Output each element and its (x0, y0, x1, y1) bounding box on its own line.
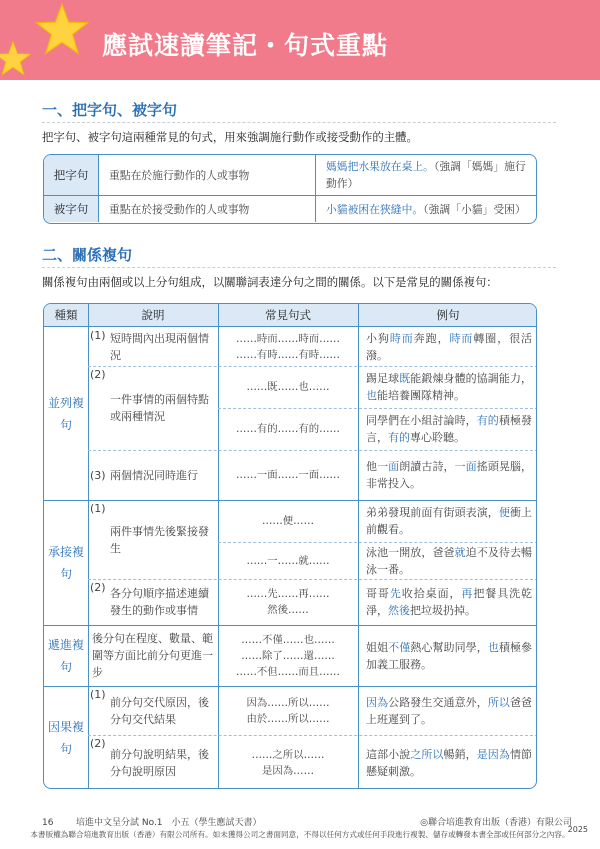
sentence-pattern-table (43, 154, 537, 224)
table-row (44, 196, 536, 222)
section1-heading: 一、把字句、被字句 (42, 101, 178, 119)
section2-divider (42, 267, 556, 268)
example-text: 轉圈，很活潑。 (366, 331, 533, 362)
example-text: 積極發言， (366, 414, 533, 444)
row-label: 把字句 (44, 155, 99, 195)
connective-highlight: 因為 (366, 695, 389, 709)
connective-highlight: 便 (498, 506, 510, 519)
connective-highlight: 之所以 (410, 747, 444, 761)
example-text: 弟弟發現前面有街頭表演， (366, 506, 499, 519)
connective-highlight: 所以 (487, 695, 510, 709)
example-text: 哥哥 (366, 587, 390, 600)
row-pattern: 因為……所以…… 由於……所以…… (246, 696, 330, 725)
section2-intro: 關係複句由兩個或以上分句組成，以關聯詞表達分句之間的關係。以下是常見的關係複句： (42, 275, 498, 289)
row-desc: (1) 前分句交代原因，後分句交代結果 (90, 688, 209, 726)
row-pattern: ……便…… (262, 515, 314, 527)
row-example (358, 450, 537, 500)
page-title: 應試速讀筆記・句式重點 (102, 31, 389, 60)
connective-highlight: 有的 (388, 431, 410, 444)
connective-highlight: 也 (487, 640, 499, 654)
row-desc: (1) 兩件事情先後緊接發生 (90, 502, 209, 555)
connective-highlight: 時而 (389, 331, 414, 345)
example-text: 泳池 (366, 545, 389, 559)
example-text: 專心聆聽。 (410, 431, 465, 444)
row-label: 被字句 (44, 196, 99, 222)
connective-highlight: 一 (388, 545, 400, 559)
row-desc: (2) 一件事情的兩個特點或兩種情況 (90, 368, 209, 423)
example-text: 搖頭晃腦，非常投入。 (366, 460, 533, 490)
row-example (358, 408, 537, 450)
row-pattern: ……一……就…… (246, 554, 330, 567)
category-parallel: 並列複句 (47, 395, 84, 432)
example-highlight: 小貓被困在狹縫中。 (326, 202, 424, 216)
row-pattern: ……不僅……也…… ……除了……還…… ……不但……而且…… (236, 633, 340, 678)
category-causal: 因果複句 (47, 720, 84, 756)
row-desc: (3) 兩個情況同時進行 (90, 468, 198, 482)
example-text: 公路發生交通意外， (388, 695, 488, 709)
category-sequential: 承接複句 (47, 544, 84, 581)
example-text: 把垃圾扔掉。 (410, 604, 476, 617)
connective-highlight: 是因為 (476, 747, 510, 761)
row-example (358, 366, 537, 408)
connective-highlight: 也 (366, 389, 377, 402)
example-text: 把餐具洗乾淨， (366, 587, 533, 617)
header-example: 例句 (436, 308, 460, 322)
header-pattern: 常見句式 (265, 308, 311, 322)
example-text: 積極參加義工服務。 (366, 640, 533, 671)
header-desc: 說明 (141, 308, 165, 322)
row-desc: 重點在於接受動作的人或事物 (99, 196, 316, 222)
row-desc: 後分句在程度、數量、範圍等方面比前分句更進一步 (92, 632, 213, 679)
row-desc: (2) 各分句順序描述連續發生的動作或事情 (90, 581, 209, 617)
row-example (316, 196, 536, 222)
header-type: 種類 (54, 308, 78, 322)
example-note: （強調「媽媽」施行動作） (326, 160, 526, 190)
example-text: 衝上前觀看。 (366, 506, 533, 536)
connective-highlight: 不僅 (388, 640, 411, 654)
section2-heading: 二、關係複句 (42, 246, 133, 264)
example-text: 開放，爸爸 (399, 545, 455, 559)
example-text: 奔跑， (413, 331, 450, 345)
example-text: 小狗 (366, 331, 390, 345)
section1-divider (42, 122, 556, 123)
example-text: 姐姐 (366, 640, 389, 654)
footer-publisher: ◎聯合培進教育出版（香港）有限公司 (420, 818, 572, 828)
connective-highlight: 然後 (388, 604, 410, 617)
example-text: 迫不及待去暢泳一番。 (366, 545, 533, 576)
section1-intro: 把字句、被字句這兩種常見的句式，用來強調施行動作或接受動作的主體。 (42, 130, 418, 144)
row-pattern: ……之所以…… 是因為…… (251, 748, 325, 777)
footer-book-info (42, 815, 262, 828)
example-text: 收拾桌面， (401, 587, 462, 600)
row-example (358, 542, 537, 579)
example-highlight: 媽媽把水果放在桌上。 (326, 160, 434, 173)
example-text: 熱心幫助同學， (410, 640, 488, 654)
category-progressive: 遞進複句 (47, 637, 84, 674)
connective-highlight: 時而 (449, 331, 474, 345)
book-title: 培進中文呈分試 No.1 小五（學生應試天書） (76, 818, 262, 828)
row-desc: (1) 短時間內出現兩個情況 (90, 329, 209, 362)
row-pattern: ……先……再…… 然後…… (246, 588, 330, 616)
example-text: 他 (366, 460, 378, 473)
footer-year: 2025 (567, 825, 588, 834)
row-desc: (2) 前分句說明結果，後分句說明原因 (90, 737, 209, 778)
example-text: 情節懸疑刺激。 (366, 747, 533, 778)
connective-highlight: 既 (399, 372, 411, 385)
complex-sentence-table (43, 303, 537, 789)
example-note: （強調「小貓」受困） (423, 202, 526, 216)
row-pattern: ……既……也…… (246, 381, 330, 393)
row-example (358, 579, 537, 625)
row-example (358, 686, 537, 735)
page-header (0, 0, 600, 80)
connective-highlight: 就 (454, 545, 466, 559)
example-text: 這部小說 (366, 747, 411, 761)
row-example (358, 500, 537, 542)
row-desc: 重點在於施行動作的人或事物 (99, 155, 316, 195)
row-example (358, 327, 537, 366)
table-header (44, 304, 536, 327)
row-pattern: ……一面……一面…… (236, 469, 340, 481)
row-example (316, 155, 536, 195)
example-text: 能鍛煉身體的協調能力， (410, 372, 533, 385)
example-text: 能培養團隊精神。 (377, 389, 465, 402)
example-text: 暢銷， (443, 747, 477, 761)
star-icon (0, 40, 32, 78)
connective-highlight: 先 (389, 587, 402, 600)
row-example (358, 625, 537, 686)
footer-copyright: 本書版權為聯合培進教育出版（香港）有限公司所有。如未獲得公司之書面同意，不得以任何方式或任何手段進行複製、儲存或轉發本書全部或任何部分之內容。 (30, 830, 570, 839)
example-text: 爸爸上班遲到了。 (366, 695, 533, 726)
row-pattern: ……有的……有的…… (236, 423, 340, 435)
example-text: 踢足球 (366, 372, 400, 385)
connective-highlight: 一面 (454, 460, 477, 473)
row-example (358, 735, 537, 789)
connective-highlight: 一面 (377, 460, 400, 473)
example-text: 同學們在小組討論時， (366, 414, 477, 427)
example-text: 朗讀古詩， (399, 460, 455, 473)
connective-highlight: 有的 (476, 414, 499, 427)
connective-highlight: 再 (461, 587, 474, 600)
page-number: 16 (42, 818, 54, 828)
star-icon (34, 2, 90, 58)
table-row (44, 155, 536, 196)
row-pattern: ……時而……時而…… ……有時……有時…… (236, 332, 340, 361)
